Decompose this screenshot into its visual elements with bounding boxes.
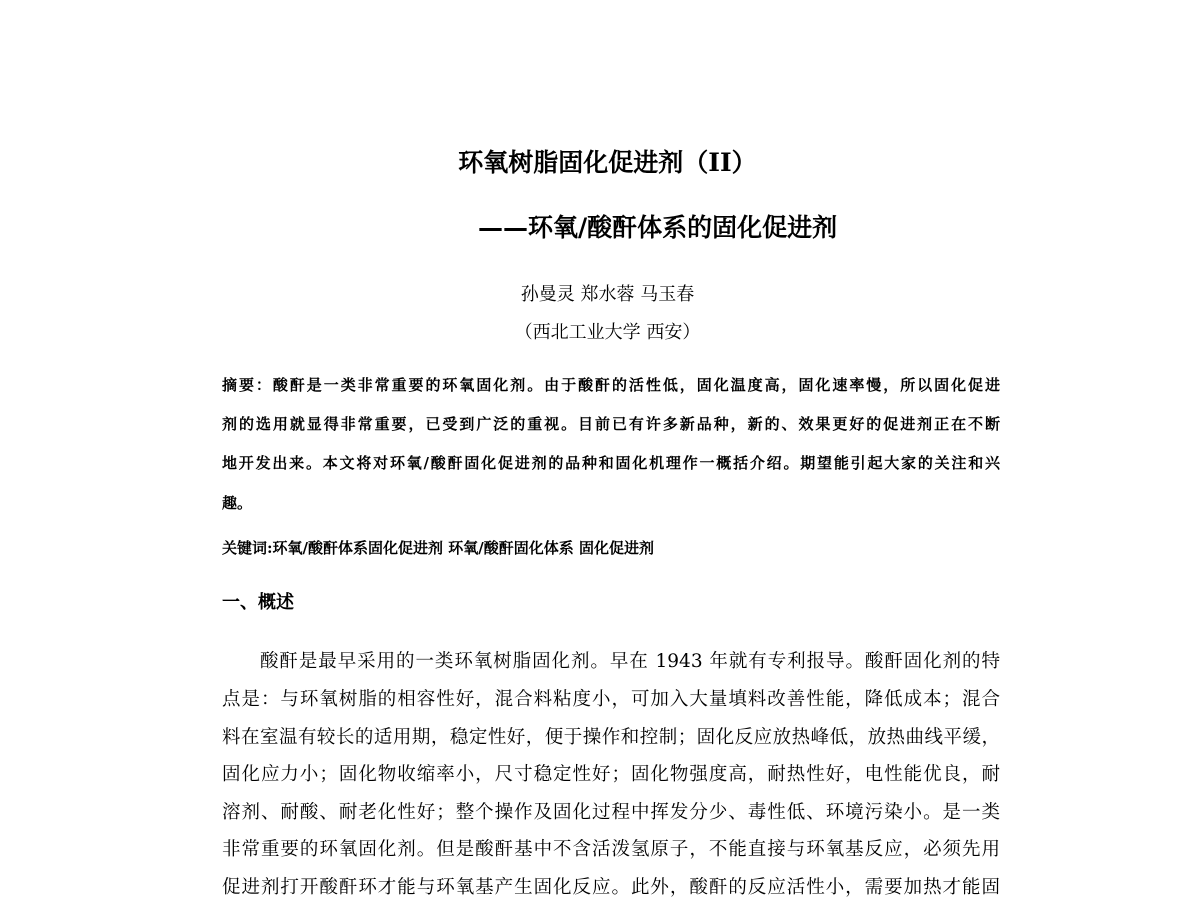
body-line: 促进剂打开酸酐环才能与环氧基产生固化反应。此外，酸酐的反应活性小，需要加热才能固 xyxy=(222,877,1000,898)
keywords-text: 环氧/酸酐体系固化促进剂 环氧/酸酐固化体系 固化促进剂 xyxy=(272,539,654,557)
abstract-line: 摘要：酸酐是一类非常重要的环氧固化剂。由于酸酐的活性低，固化温度高，固化速率慢，所以固化促进 xyxy=(222,376,1000,394)
body-line: 溶剂、耐酸、耐老化性好；整个操作及固化过程中挥发分少、毒性低、环境污染小。是一类 xyxy=(222,802,1000,823)
body-line: 非常重要的环氧固化剂。但是酸酐基中不含活泼氢原子，不能直接与环氧基反应，必须先用 xyxy=(222,839,1000,860)
body-line: 固化应力小；固化物收缩率小，尺寸稳定性好；固化物强度高，耐热性好，电性能优良，耐 xyxy=(222,764,1000,785)
abstract-line: 剂的选用就显得非常重要，已受到广泛的重视。目前已有许多新品种，新的、效果更好的促进剂正在不断 xyxy=(222,415,1000,433)
keywords-label: 关键词: xyxy=(222,539,273,557)
authors: 孙曼灵 郑水蓉 马玉春 xyxy=(520,284,695,305)
abstract-line: 地开发出来。本文将对环氧/酸酐固化促进剂的品种和固化机理作一概括介绍。期望能引起大家的关注和兴 xyxy=(222,454,1000,472)
body-line: 酸酐是最早采用的一类环氧树脂固化剂。早在 1943 年就有专利报导。酸酐固化剂的特 xyxy=(260,651,1000,672)
body-line: 料在室温有较长的适用期，稳定性好，便于操作和控制；固化反应放热峰低，放热曲线平缓， xyxy=(222,727,1000,748)
affiliation: （西北工业大学 西安） xyxy=(514,322,701,343)
paper-title: 环氧树脂固化促进剂（II） xyxy=(458,148,757,177)
abstract-label: 摘要： xyxy=(222,376,273,394)
keywords xyxy=(222,537,654,558)
paper-subtitle: ——环氧/酸酐体系的固化促进剂 xyxy=(478,213,838,242)
body-line: 点是：与环氧树脂的相容性好，混合料粘度小，可加入大量填料改善性能，降低成本；混合 xyxy=(222,689,1000,710)
abstract-line: 趣。 xyxy=(222,494,253,512)
section-heading: 一、概述 xyxy=(222,592,294,613)
